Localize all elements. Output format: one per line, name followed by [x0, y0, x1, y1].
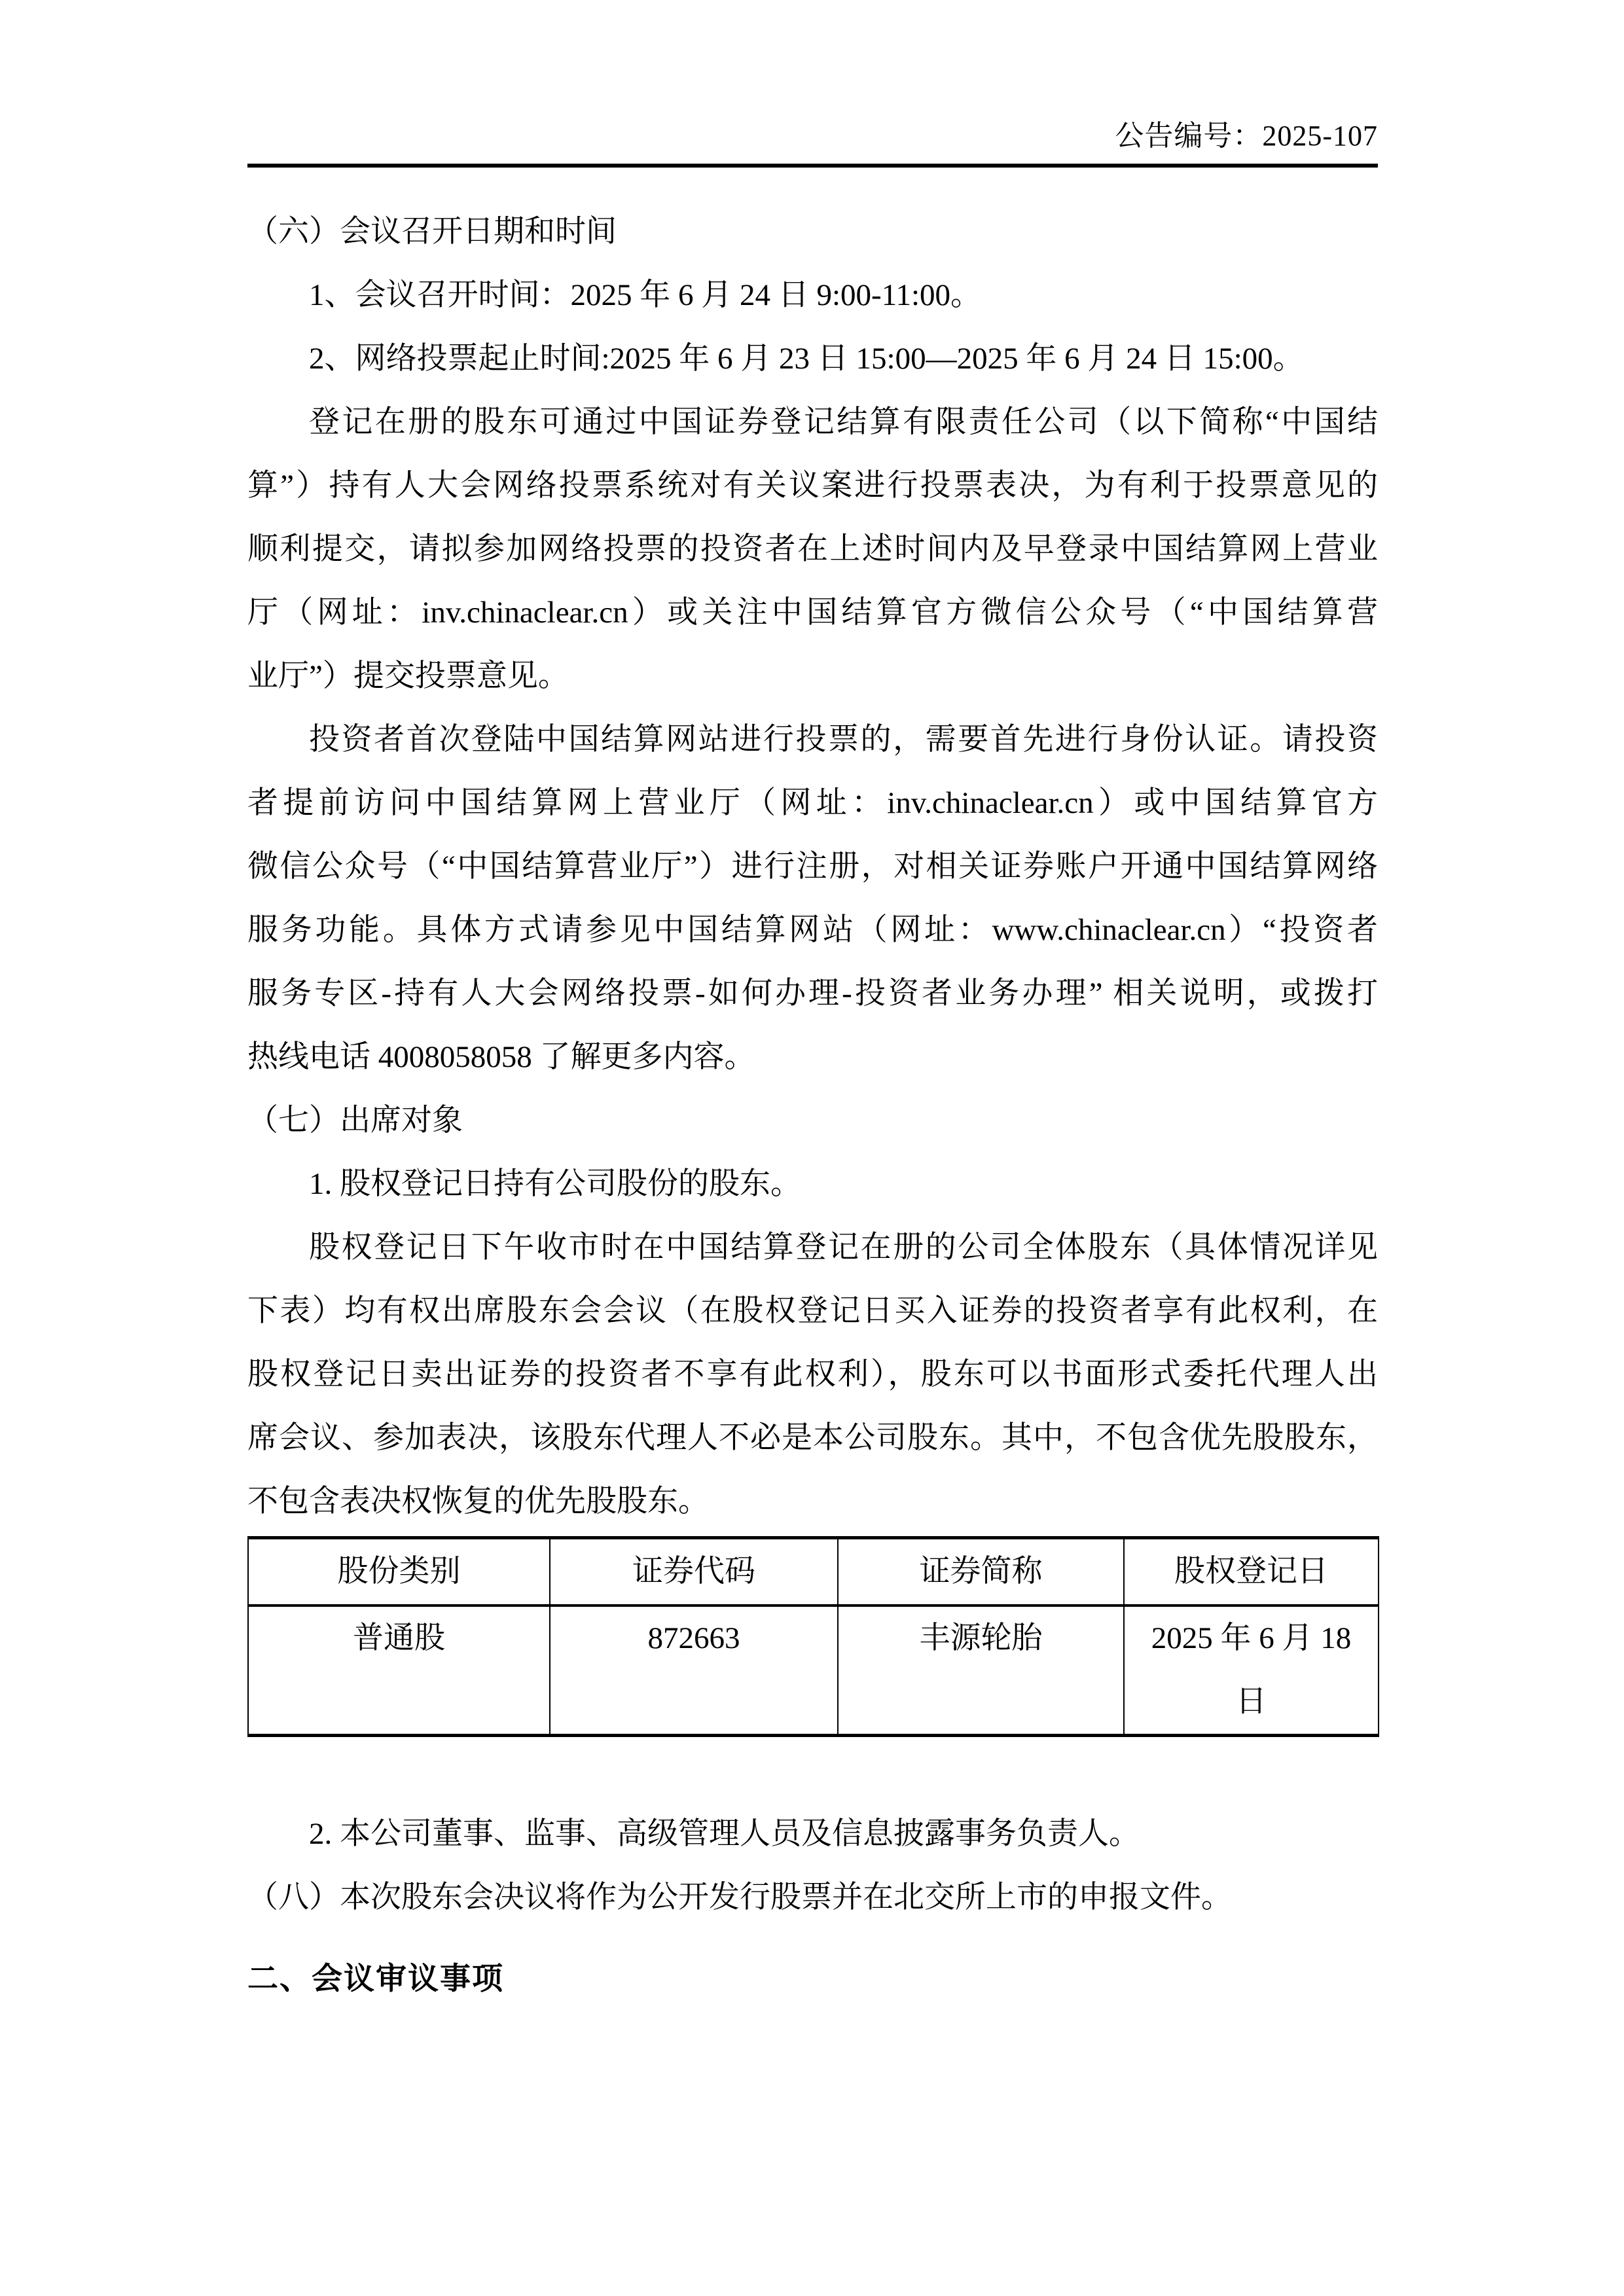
- table-header-row: [248, 1538, 1379, 1606]
- paragraph-line: 股权登记日下午收市时在中国结算登记在册的公司全体股东（具体情况详见: [309, 1230, 1378, 1265]
- list-item-voting-time: 2、网络投票起止时间:2025 年 6 月 23 日 15:00—2025 年 6 月 24 日 15:00。: [309, 342, 1304, 376]
- table-header-record-date: 股权登记日: [1124, 1538, 1379, 1606]
- section-2-title: 二、会议审议事项: [247, 1962, 504, 1996]
- paragraph-line: 业厅”）提交投票意见。: [247, 659, 569, 693]
- section-heading-6: （六）会议召开日期和时间: [247, 215, 617, 249]
- paragraph-line: 厅（网址：inv.chinaclear.cn）或关注中国结算官方微信公众号（“中国结算营: [247, 596, 1378, 630]
- paragraph-line: 者提前访问中国结算网上营业厅（网址：inv.chinaclear.cn）或中国结算官方: [247, 786, 1378, 820]
- list-item-meeting-time: 1、会议召开时间：2025 年 6 月 24 日 9:00-11:00。: [309, 278, 982, 312]
- paragraph-line: 微信公众号（“中国结算营业厅”）进行注册，对相关证券账户开通中国结算网络: [247, 850, 1378, 884]
- list-item-record-date-holders: 1. 股权登记日持有公司股份的股东。: [309, 1167, 801, 1201]
- paragraph-line: 投资者首次登陆中国结算网站进行投票的，需要首先进行身份认证。请投资: [309, 723, 1378, 757]
- table-header-security-name: 证券简称: [838, 1538, 1124, 1606]
- paragraph-line: 算”）持有人大会网络投票系统对有关议案进行投票表决，为有利于投票意见的: [247, 469, 1378, 503]
- paragraph-line: 服务功能。具体方式请参见中国结算网站（网址：www.chinaclear.cn）“投资者: [247, 913, 1378, 947]
- page-header: [247, 0, 1378, 154]
- section-heading-8: （八）本次股东会决议将作为公开发行股票并在北交所上市的申报文件。: [247, 1880, 1232, 1914]
- paragraph-line: 下表）均有权出席股东会会议（在股权登记日买入证券的投资者享有此权利，在: [247, 1294, 1378, 1328]
- document-body: [247, 200, 1378, 2011]
- shareholder-table: [247, 1536, 1379, 1737]
- paragraph-line: 不包含表决权恢复的优先股股东。: [247, 1484, 709, 1518]
- paragraph-line: 服务专区-持有人大会网络投票-如何办理-投资者业务办理” 相关说明，或拨打: [247, 977, 1378, 1011]
- header-divider: [247, 164, 1378, 168]
- section-heading-7: （七）出席对象: [247, 1103, 463, 1138]
- table-row: [248, 1605, 1379, 1736]
- list-item-directors: 2. 本公司董事、监事、高级管理人员及信息披露事务负责人。: [309, 1817, 1140, 1851]
- paragraph-line: 股权登记日卖出证券的投资者不享有此权利），股东可以书面形式委托代理人出: [247, 1357, 1378, 1391]
- paragraph-line: 席会议、参加表决，该股东代理人不必是本公司股东。其中，不包含优先股股东，: [247, 1421, 1378, 1455]
- table-cell-record-date: 2025 年 6 月 18 日: [1124, 1605, 1379, 1736]
- announcement-number: 公告编号：2025-107: [1115, 120, 1378, 152]
- paragraph-line: 热线电话 4008058058 了解更多内容。: [247, 1040, 755, 1074]
- paragraph-line: 登记在册的股东可通过中国证券登记结算有限责任公司（以下简称“中国结: [309, 405, 1378, 439]
- table-cell-security-code: 872663: [550, 1605, 838, 1736]
- table-header-share-class: 股份类别: [248, 1538, 550, 1606]
- table-cell-share-class: 普通股: [248, 1605, 550, 1736]
- paragraph-line: 顺利提交，请拟参加网络投票的投资者在上述时间内及早登录中国结算网上营业: [247, 532, 1378, 566]
- table-cell-security-name: 丰源轮胎: [838, 1605, 1124, 1736]
- table-header-security-code: 证券代码: [550, 1538, 838, 1606]
